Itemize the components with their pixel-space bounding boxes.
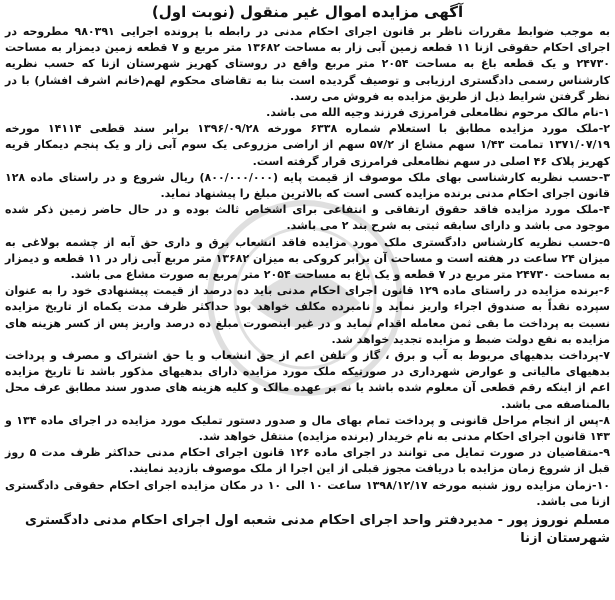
auction-notice <box>5 3 610 594</box>
notice-intro: به موجب ضوابط مقررات ناظر بر قانون اجرای احکام مدنی در رابطه با پرونده اجرایی ۹۸۰۳۹۱ مطروحه در اجرای احکام حقوقی ازنا ۱۱ قطعه زمین آبی زار به مساحت ۱۳۶۸۲ متر مربع و ۷ قطعه زمین دیمزار به مساحت ۲۴۷۳۰ و یک قطعه باغ به مساحت ۲۰۵۴ متر مربع واقع در روستای کهریز شهرستان ازنا که حسب نظریه کارشناس رسمی دادگستری ارزیابی و توصیف گردیده است بنا به تقاضای محکوم لهم(خانم اشرف افشار) با در نظر گرفتن شرایط ذیل از طریق مزایده به فروش می رسد. <box>5 25 611 103</box>
notice-item: ۷-پرداخت بدهیهای مربوط به آب و برق ، گاز و تلفن اعم از حق انشعاب و یا حق اشتراک و مصرف و پرداخت بدهیهای مالیاتی و عوارض شهرداری در صورتیکه ملک مورد مزایده دارای بدهیهای مذکور باشد تا تاریخ مزایده اعم از اینکه رقم قطعی آن معلوم شده باشد یا نه بر عهده مالک و کلیه هزینه های صدور سند مطابق عرف محل بالمناصفه می باشد. <box>5 349 610 411</box>
notice-item: ۳-حسب نظریه کارشناسی بهای ملک موصوف از قیمت پایه (۸۰۰/۰۰۰/۰۰۰) ریال شروع و در راستای ماده ۱۲۸ قانون اجرای احکام مدنی برنده مزایده کسی است که بالاترین مبلغ را پیشنهاد نماید. <box>5 170 610 201</box>
notice-item: ۱۰-زمان مزایده روز شنبه مورخه ۱۳۹۸/۱۲/۱۷ ساعت ۱۰ الی ۱۰ در مکان مزایده اجرای احکام حقوقی دادگستری ازنا می باشد. <box>5 478 610 508</box>
notice-title: آگهی مزایده اموال غیر منقول (نوبت اول) <box>151 3 464 21</box>
notice-body <box>5 24 610 510</box>
notice-item: ۸-پس از انجام مراحل قانونی و پرداخت تمام بهای مال و صدور دستور تملیک مورد مزایده در اجرای ماده ۱۳۴ و ۱۴۳ قانون اجرای احکام مدنی به نام خریدار (برنده مزایده) منتقل خواهد شد. <box>5 413 610 444</box>
signature-line: مسلم نوروز پور - مدیردفتر واحد اجرای احکام مدنی شعبه اول اجرای احکام مدنی دادگستری شهرستان ازنا <box>24 513 610 547</box>
notice-item: ۶-برنده مزایده در راستای ماده ۱۲۹ قانون اجرای احکام مدنی باید ده درصد از قیمت پیشنهادی خود را به عنوان سپرده نقداً به صندوق اجراء واریز نماید و نامبرده مکلف خواهد بود حداکثر ظرف مدت یکماه از تاریخ مزایده نسبت به پرداخت ما بقی ثمن معامله اقدام نماید و در غیر اینصورت مبلغ ده درصد واریز پس از کسر هزینه های مزایده به نفع دولت ضبط و مزایده تجدید خواهد شد. <box>5 284 610 346</box>
notice-item: ۵-حسب نظریه کارشناس دادگستری ملک مورد مزایده فاقد انشعاب برق و داری حق آبه از چشمه بولاغی به میزان ۲۴ ساعت در هفته است و مساحت آن برابر کروکی به میزان ۱۳۶۸۲ متر مربع آبی زار در ۱۱ قطعه و دیمزار به مساحت ۲۴۷۳۰ متر مربع در ۷ قطعه و یک باغ به مساحت ۲۰۵۴ متر مربع به صورت مشاع می باشد. <box>5 235 610 282</box>
notice-item: ۲-ملک مورد مزایده مطابق با استعلام شماره ۶۳۳۸ مورخه ۱۳۹۶/۰۹/۲۸ برابر سند قطعی ۱۴۱۱۴ مورخه ۱۳۷۱/۰۷/۱۹ تمامت ۱/۴۳ سهم مشاع از ۵۷/۲ سهم از اراضی مزروعی یک سوم آبی زار و یک پنجم دیمکار قریه کهریز پلاک ۴۶ اصلی در سهم نظامعلی فرامرزی قرار گرفته است. <box>5 122 610 168</box>
notice-item: ۴-ملک مورد مزایده فاقد حقوق ارتفاقی و انتفاعی برای اشخاص ثالث بوده و در حال حاضر زمین ذکر شده موجود می باشد و دارای سابقه ثبتی به شرح بند ۲ می باشد. <box>5 203 610 233</box>
notice-item: ۹-متقاضیان در صورت تمایل می توانند در اجرای ماده ۱۲۶ قانون اجرای احکام مدنی حداکثر ظرف مدت ۵ روز قبل از شروع زمان مزایده با دریافت مجوز قبلی از این اجرا از ملک موصوف بازدید نمایند. <box>5 446 610 476</box>
notice-item: ۱-نام مالک مرحوم نظامعلی فرامرزی فرزند وجیه الله می باشد. <box>266 106 610 120</box>
